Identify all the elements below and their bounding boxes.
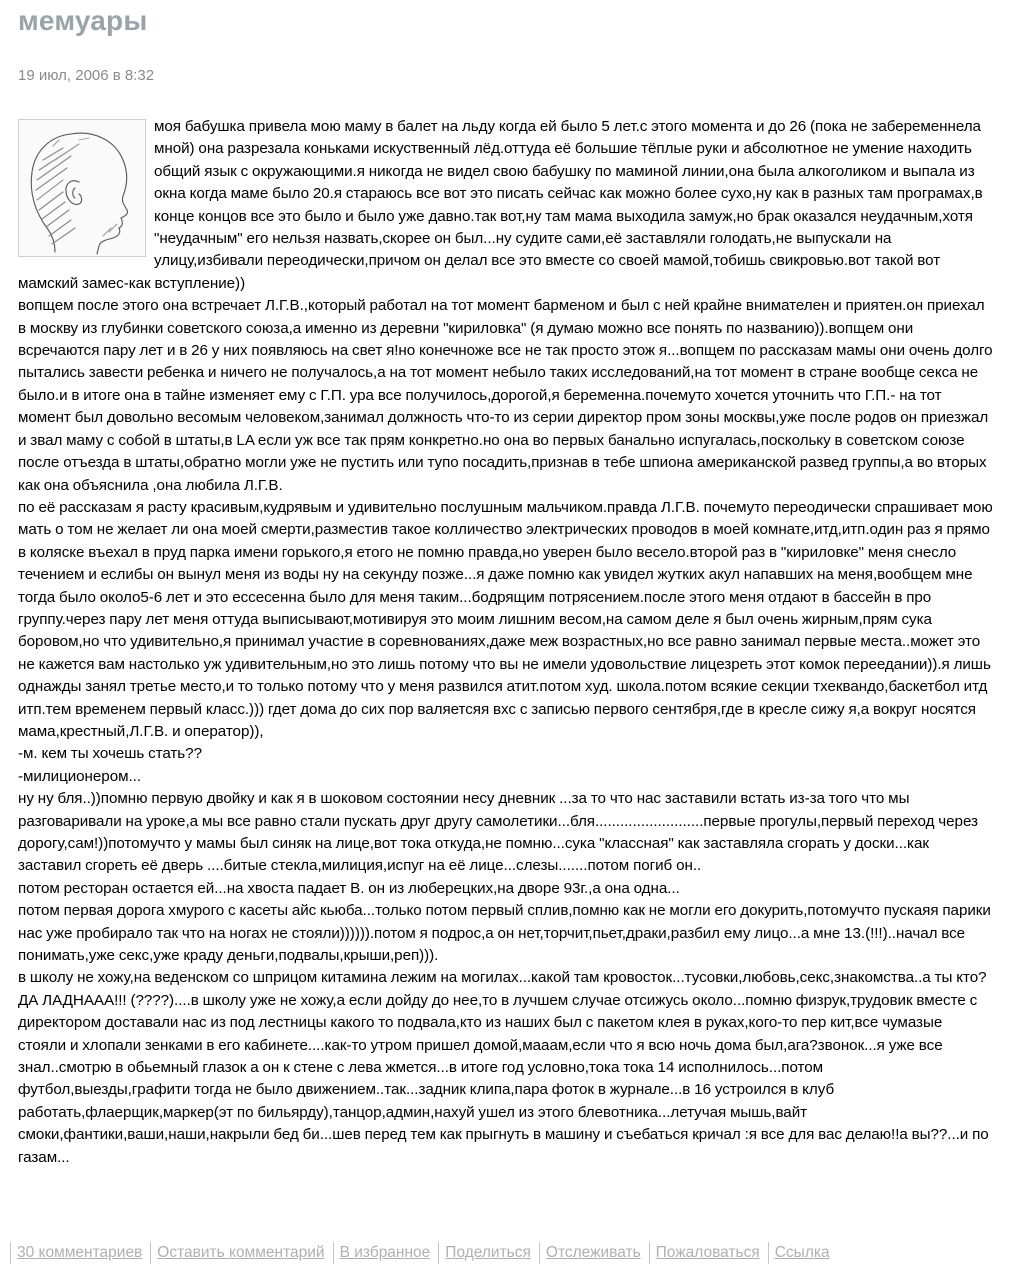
comments-link[interactable]: 30 комментариев: [17, 1244, 143, 1261]
head-profile-sketch-icon: [19, 120, 145, 256]
report-link[interactable]: Пожаловаться: [655, 1244, 760, 1261]
divider: [10, 1242, 11, 1264]
divider: [333, 1242, 334, 1264]
post-text: моя бабушка привела мою маму в балет на льду когда ей было 5 лет.с этого момента и до 26 (пока не забеременнела мной) она разрезала коньками искуственный лёд.оттуда её большие тёплые руки и абсолютное не умение находить общий язык с окружающими.я никогда не видел свою бабушку по маминой линии,она была алкоголиком и выпала из окна когда маме было 20.я стараюсь все вот это писать сейчас как можно более сухо,ну как в разных там програмах,в конце концов все это было и было уже давно.так вот,ну там мама выходила замуж,но брак оказался неудачным,хотя "неудачным" его нельзя назвать,скорее он был...ну судите сами,её заставляли голодать,не выпускали на улицу,избивали переодически,причом он делал все это вместе со своей мамой,тобишь свикровью.вот такой вот мамский замес-как вступление)) вопщем после этого она встречает Л.Г.В.,который работал на тот момент барменом и был с ней крайне внимателен и приятен.он приехал в москву из глубинки советского союза,а именно из деревни "кириловка" (я думаю можно все понять по названию)).вопщем они всречаются пару лет и в 26 у них появляюсь на свет я!но конечноже все не так просто этож я...вопщем по рассказам мамы они очень долго пытались завести ребенка и ничего не получалось,а на тот момент небыло таких исследований,на тот момент в стране вообще секса не было.и в итоге она в тайне изменяет ему с Г.П. ура все получилось,дорогой,я беременна.почемуто хочется уточнить что Г.П.- на тот момент был довольно весомым человеком,занимал должность что-то из серии директор пром зоны москвы,уже после родов он приезжал и звал маму с собой в штаты,в LA если уж все так прям конкретно.но она во первых банально испугалась,поскольку в советском союзе после отъезда в штаты,обратно могли уже не пустить или тупо посадить,признав в тебе шпиона американской развед группы,а во вторых как она объяснила ,она любила Л.Г.В. по её рассказам я расту красивым,кудрявым и удивительно послушным мальчиком.правда Л.Г.В. почемуто переодически спрашивает мою мать о том не желает ли она моей смерти,разместив такое колличество электрических проводов в моей комнате,итд,итп.один раз я прямо в коляске въехал в пруд парка имени горького,я етого не помню правда,но уверен было весело.второй раз в "кириловке" меня снесло течением и еслибы он вынул меня из воды ну на секунду позже...я даже помню как увидел жутких акул напавших на меня,вообщем мне тогда было около5-6 лет и это ессесенна было для меня таким...бодрящим потрясением.после этого меня отдают в бассейн в про группу.через пару лет меня оттуда выписывают,мотивируя это моим лишним весом,на самом деле я был очень жирным,прям сука боровом,но что удивительно,я принимал участие в соревнованиях,даже меж возрастных,но все равно занимал первые места..может это не кажется вам настолько уж удивительным,но это лишь потому что вы не имели удовольствие лицезреть этот комок переедании)).я лишь однажды занял третье место,и то только потому что у меня развился атит.потом худ. школа.потом всякие секции тхеквандо,баскетбол итд итп.тем временем первый класс.))) гдет дома до сих пор валяетсяя вхс с записью первого сентября,где в кресле сижу я,а вокруг носятся мама,крестный,Л.Г.В. и оператор)), -м. кем ты хочешь стать?? -милиционером... ну ну бля..))помню первую двойку и как я в шоковом состоянии несу дневник ...за то что нас заставили встать из-за того что мы разговаривали на уроке,а мы все равно стали пускать друг другу самолетики...бля..........................первые прогулы,первый переход через дорогу,сам!))потомучто у мамы был синяк на лице,вот тока откуда,не помню...сука "классная" как заставляла сгорать у доски...как заставил сгореть её дверь ....битые стекла,милиция,испуг на её лице...слезы.......потом погиб он.. потом ресторан остается ей...на хвоста падает В. он из люберецких,на дворе 93г.,а она одна... потом первая дорога хмурого с касеты айс кьюба...только потом первый сплив,помню как не могли его докурить,потомучто пускаяя парики нас уже пробирало так что на ногах не стояли)))))).потом я подрос,а он нет,торчит,пьет,драки,разбил ему лицо...а мне 13.(!!!)..начал все понимать,уже секс,уже краду деньги,подвалы,крыши,реп))). в школу не хожу,на веденском со шприцом китамина лежим на могилах...какой там кровосток...тусовки,любовь,секс,знакомства..а ты кто?ДА ЛАДНААА!!! (????)....в школу уже не хожу,а если дойду до нее,то в лучшем случае отсижусь около...помню физрук,трудовик вместе с директором доставали нас из под лестницы какого то подвала,кто из наших был с пакетом клея в руках,кого-то пер кит,все чумазые стояли и хлопали зенками в его кабинете....как-то утром пришел домой,мааам,если что я всю ночь дома был,ага?звонок...я уже все знал..смотрю в обьемный глазок а он к стене с лева жмется...в итоге год условно,тока тока 14 исполнилось...потом футбол,выезды,графити тогда не было движением..так...задник клипа,пара фоток в журнале...в 16 устроился в клуб работать,флаерщик,маркер(эт по бильярду),танцор,админ,нахуй ушел из этого блевотника...летучая мышь,вайт смоки,фантики,ваши,наши,накрыли бед би...шев перед тем как прыгнуть в машину и съебаться кричал :я все для вас делаю!!а вы??...и по газам...: [18, 118, 993, 1166]
divider: [150, 1242, 151, 1264]
post-title: мемуары: [18, 5, 148, 36]
add-to-favorites-link[interactable]: В избранное: [339, 1244, 431, 1261]
track-link[interactable]: Отслеживать: [545, 1244, 641, 1261]
leave-comment-link[interactable]: Оставить комментарий: [157, 1244, 325, 1261]
divider: [768, 1242, 769, 1264]
userpic[interactable]: [18, 119, 146, 257]
post-body: [18, 116, 993, 1169]
post-date: 19 июл, 2006 в 8:32: [18, 67, 155, 84]
post-actions-bar: [10, 1240, 838, 1266]
share-link[interactable]: Поделиться: [445, 1244, 531, 1261]
divider: [649, 1242, 650, 1264]
permalink-link[interactable]: Ссылка: [774, 1244, 830, 1261]
divider: [438, 1242, 439, 1264]
divider: [539, 1242, 540, 1264]
